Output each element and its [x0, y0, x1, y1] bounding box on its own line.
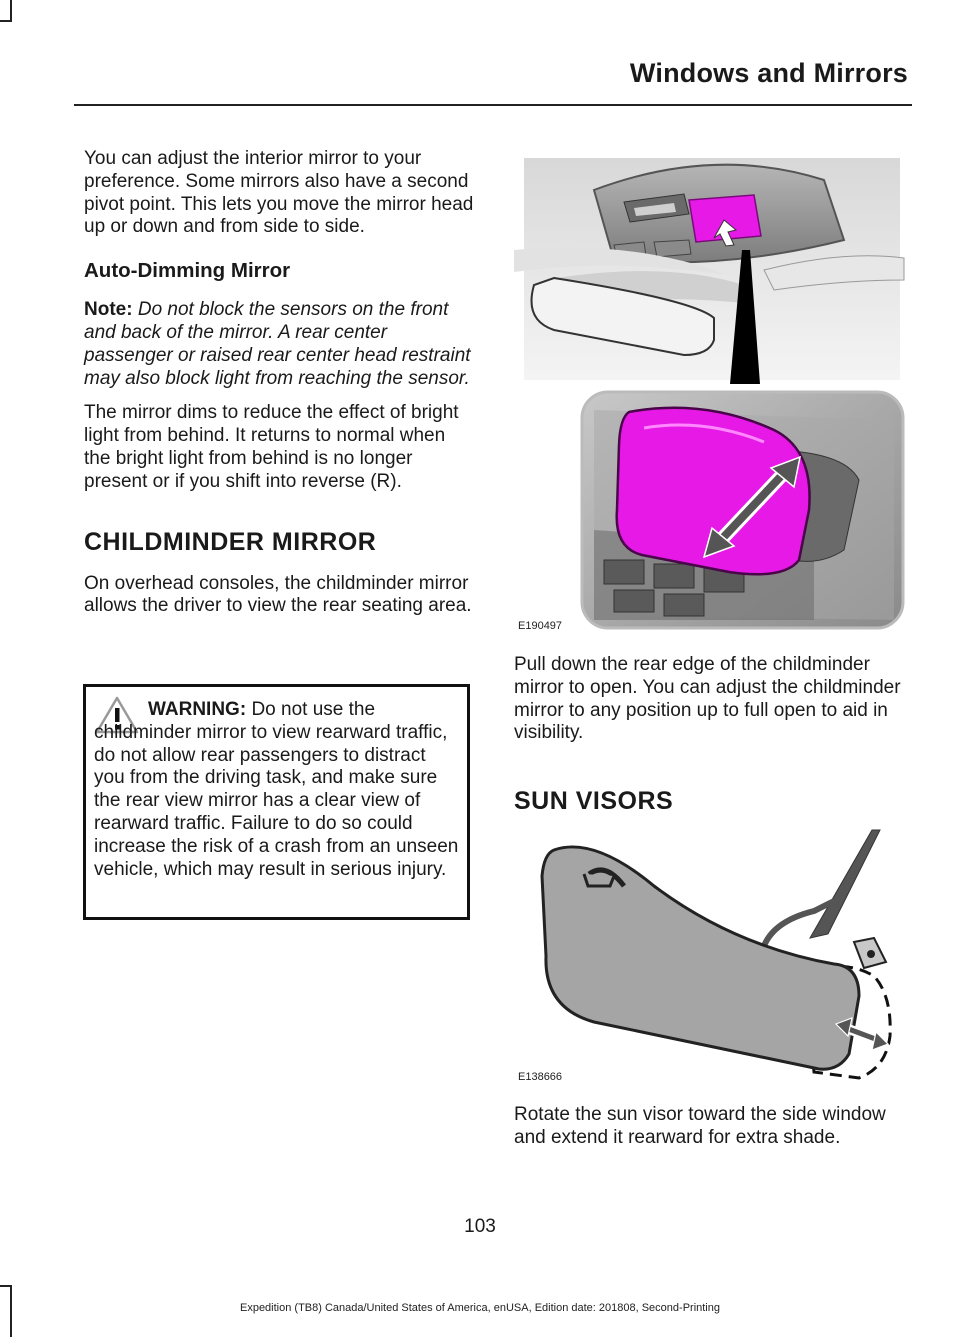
auto-dimming-heading: Auto-Dimming Mirror [84, 259, 291, 283]
childminder-heading: CHILDMINDER MIRROR [84, 527, 377, 556]
dims-paragraph: The mirror dims to reduce the effect of bright light from behind. It returns to normal when the bright light from behind is no longer present or if you shift into reverse (R). [84, 402, 459, 492]
sun-visor-illustration [514, 826, 910, 1088]
right-column-bottom-text [514, 1104, 910, 1150]
intro-paragraph: You can adjust the interior mirror to your preference. Some mirrors also have a second pivot point. This lets you move the mirror head up or down and from side to side. [84, 148, 474, 238]
figure-code-2: E138666 [518, 1071, 563, 1083]
right-column-text [514, 654, 910, 816]
left-column [84, 148, 476, 618]
rotate-paragraph: Rotate the sun visor toward the side window and extend it rearward for extra shade. [514, 1104, 886, 1148]
childminder-mirror-illustration [514, 150, 910, 640]
pull-down-paragraph: Pull down the rear edge of the childminder mirror to open. You can adjust the childminder mirror to any position up to full open to aid in visibility. [514, 654, 901, 744]
crop-mark [0, 20, 12, 22]
warning-text-block [94, 699, 461, 881]
childminder-paragraph: On overhead consoles, the childminder mirror allows the driver to view the rear seating area. [84, 572, 472, 617]
page-number: 103 [464, 1216, 496, 1237]
page-title: Windows and Mirrors [629, 58, 908, 88]
crop-mark [10, 0, 12, 22]
sun-visors-heading: SUN VISORS [514, 787, 674, 816]
note-text: Do not block the sensors on the front and back of the mirror. A rear center passenger or raised rear center head restraint may also block light from reaching the sensor. [84, 299, 471, 389]
warning-text: Do not use the childminder mirror to view rearward traffic, do not allow rear passengers to distract you from the driving task, and make sure the rear view mirror has a clear view of rearward traffic. Failure to do so could increase the risk of a crash from an unseen vehicle, which may result in serious injury. [94, 699, 459, 880]
crop-mark [0, 1285, 12, 1287]
warning-label: WARNING: [148, 699, 247, 720]
warning-box [83, 684, 470, 920]
header-divider [74, 104, 912, 106]
note-paragraph [84, 299, 476, 390]
figure-code-1: E190497 [518, 620, 563, 632]
note-label: Note: [84, 299, 133, 321]
footer-edition: Expedition (TB8) Canada/United States of America, enUSA, Edition date: 201808, Second-Printing [239, 1302, 720, 1314]
